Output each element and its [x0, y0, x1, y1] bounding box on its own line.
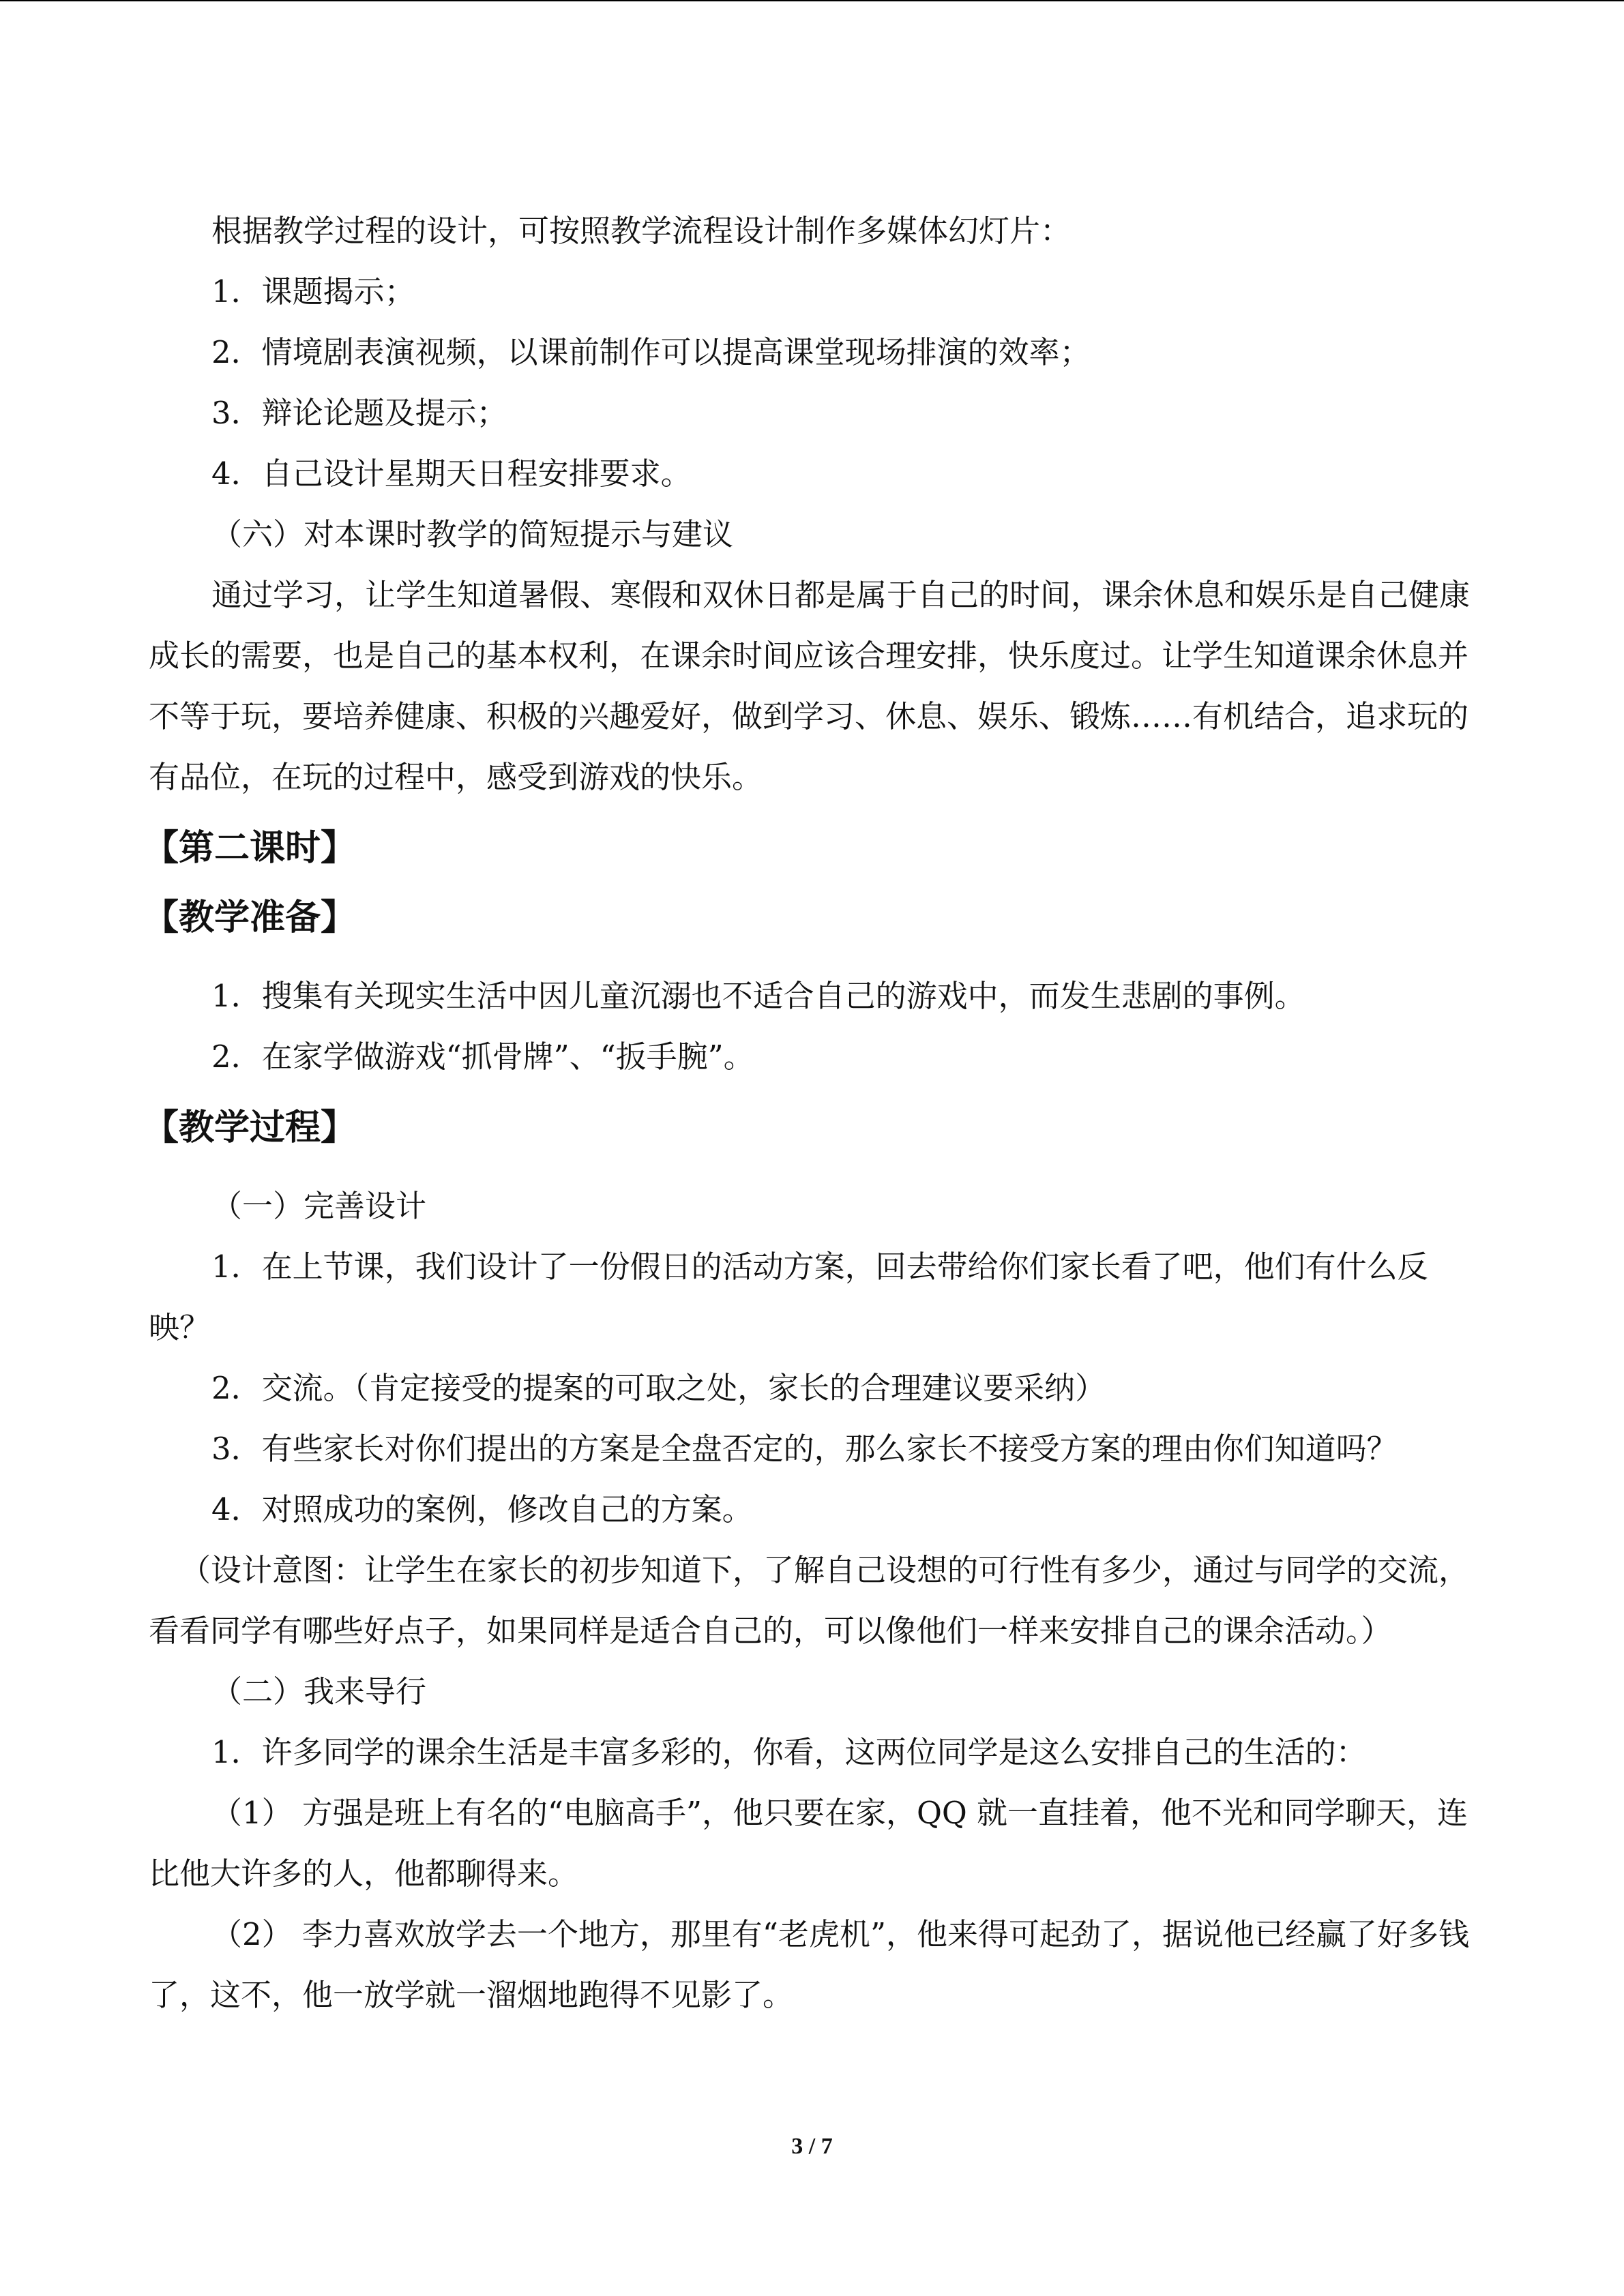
process-item-1: 1．在上节课，我们设计了一份假日的活动方案，回去带给你们家长看了吧，他们有什么反映？	[149, 1249, 1428, 1345]
process-section-one-title: （一）完善设计	[211, 1188, 427, 1224]
section-six-title: （六）对本课时教学的简短提示与建议	[211, 516, 734, 552]
heading-second-lesson: 【第二课时】	[143, 828, 357, 869]
slide-item-3: 3．辩论论题及提示；	[211, 395, 507, 431]
process-section-two-title: （二）我来导行	[211, 1673, 427, 1710]
slide-item-2: 2．情境剧表演视频，以课前制作可以提高课堂现场排演的效率；	[211, 334, 1091, 370]
heading-teaching-preparation: 【教学准备】	[143, 897, 357, 938]
process-item-3: 3．有些家长对你们提出的方案是全盘否定的，那么家长不接受方案的理由你们知道吗？	[211, 1431, 1398, 1467]
slide-item-1: 1．课题揭示；	[211, 273, 415, 310]
case-li-li: （2） 李力喜欢放学去一个地方，那里有“老虎机”，他来得可起劲了，据说他已经赢了好多钱了，这不，他一放学就一溜烟地跑得不见影了。	[149, 1916, 1469, 2013]
prep-item-1: 1．搜集有关现实生活中因儿童沉溺也不适合自己的游戏中，而发生悲剧的事例。	[211, 978, 1305, 1014]
slide-item-4: 4．自己设计星期天日程安排要求。	[211, 456, 692, 492]
heading-teaching-process: 【教学过程】	[143, 1107, 357, 1148]
intro-paragraph: 根据教学过程的设计，可按照教学流程设计制作多媒体幻灯片：	[211, 213, 1072, 249]
design-intent-note: （设计意图：让学生在家长的初步知道下，了解自己设想的可行性有多少，通过与同学的交流，看看同学有哪些好点子，如果同样是适合自己的，可以像他们一样来安排自己的课余活动。）	[149, 1552, 1470, 1649]
prep-item-2: 2．在家学做游戏“抓骨牌”、“扳手腕”。	[211, 1039, 754, 1075]
page-content	[143, 200, 1475, 2025]
suggestion-paragraph: 通过学习，让学生知道暑假、寒假和双休日都是属于自己的时间，课余休息和娱乐是自己健康成长的需要，也是自己的基本权利，在课余时间应该合理安排，快乐度过。让学生知道课余休息并不等于玩，要培养健康、积极的兴趣爱好，做到学习、休息、娱乐、锻炼……有机结合，追求玩的有品位，在玩的过程中，感受到游戏的快乐。	[149, 577, 1471, 795]
guide-item-1: 1．许多同学的课余生活是丰富多彩的，你看，这两位同学是这么安排自己的生活的：	[211, 1734, 1367, 1770]
process-item-4: 4．对照成功的案例，修改自己的方案。	[211, 1491, 753, 1527]
case-fang-qiang: （1） 方强是班上有名的“电脑高手”，他只要在家，QQ 就一直挂着，他不光和同学聊天，连比他大许多的人，他都聊得来。	[149, 1795, 1468, 1892]
page-number: 3 / 7	[791, 2134, 833, 2159]
process-item-2: 2．交流。（肯定接受的提案的可取之处，家长的合理建议要采纳）	[211, 1370, 1106, 1406]
